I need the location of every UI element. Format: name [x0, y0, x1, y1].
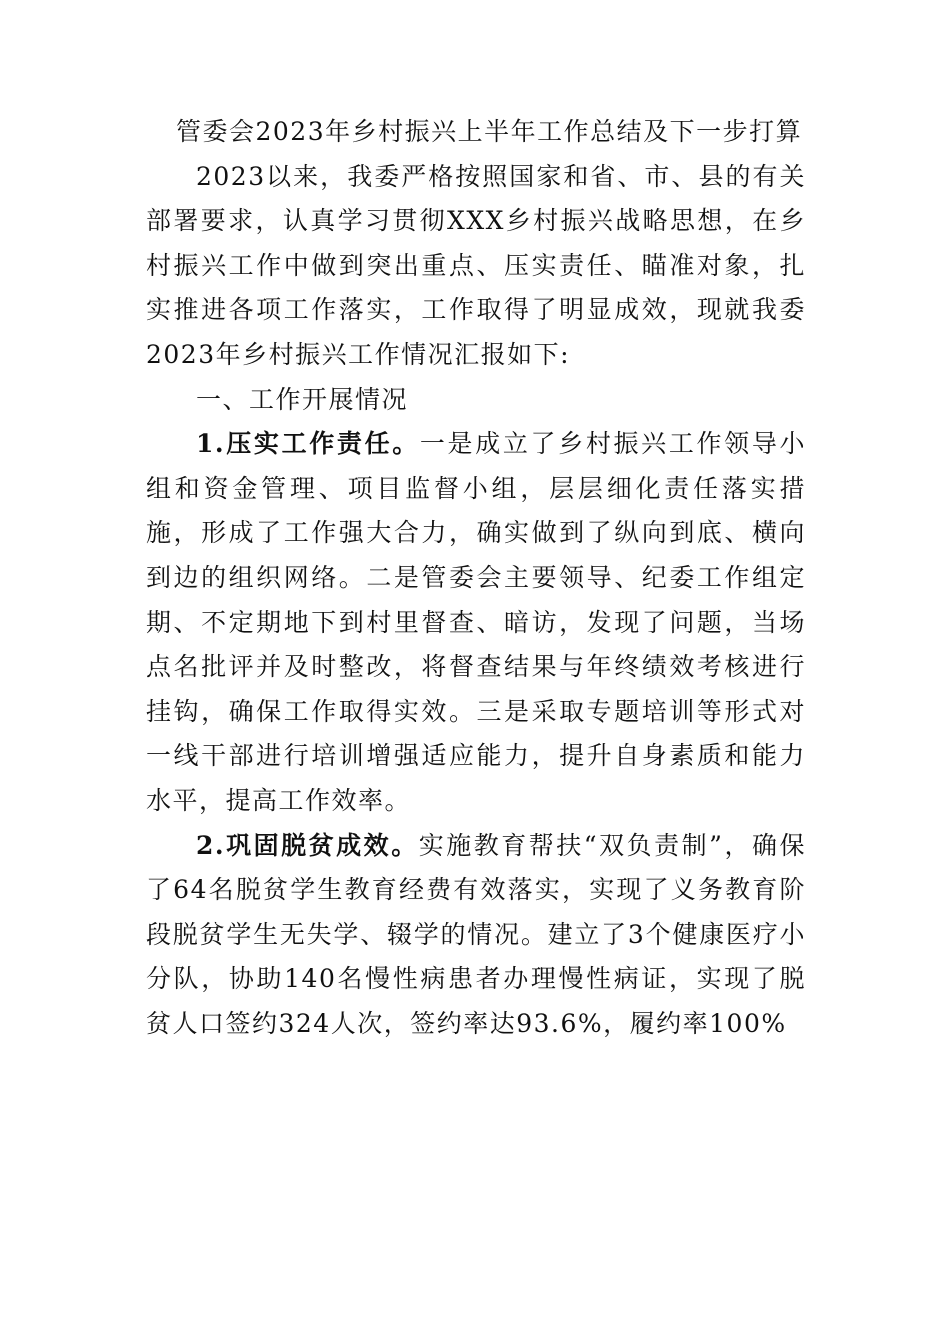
section-heading-work-progress: 一、工作开展情况 — [196, 384, 409, 414]
paragraph-item-2 — [146, 824, 806, 1047]
item-2-lead: 2.巩固脱贫成效。 — [196, 830, 419, 860]
paragraph-item-1 — [146, 422, 806, 823]
item-2-text: 实施教育帮扶“双负责制”，确保了64名脱贫学生教育经费有效落实，实现了义务教育阶段脱贫学生无失学、辍学的情况。建立了3个健康医疗小分队，协助140名慢性病患者办理慢性病证，实现了脱贫人口签约324人次，签约率达93.6%，履约率100% — [146, 830, 806, 1038]
document-title: 管委会2023年乡村振兴上半年工作总结及下一步打算 — [176, 117, 803, 146]
item-1-text: 一是成立了乡村振兴工作领导小组和资金管理、项目监督小组，层层细化责任落实措施，形成了工作强大合力，确实做到了纵向到底、横向到边的组织网络。二是管委会主要领导、纪委工作组定期、不定期地下到村里督查、暗访，发现了问题，当场点名批评并及时整改，将督查结果与年终绩效考核进行挂钩，确保工作取得实效。三是采取专题培训等形式对一线干部进行培训增强适应能力，提升自身素质和能力水平，提高工作效率。 — [146, 429, 806, 815]
document-body — [146, 110, 806, 1046]
intro-paragraph: 2023以来，我委严格按照国家和省、市、县的有关部署要求，认真学习贯彻XXX乡村振兴战略思想，在乡村振兴工作中做到突出重点、压实责任、瞄准对象，扎实推进各项工作落实，工作取得了明显成效，现就我委2023年乡村振兴工作情况汇报如下: — [146, 161, 806, 369]
item-1-lead: 1.压实工作责任。 — [196, 429, 420, 459]
